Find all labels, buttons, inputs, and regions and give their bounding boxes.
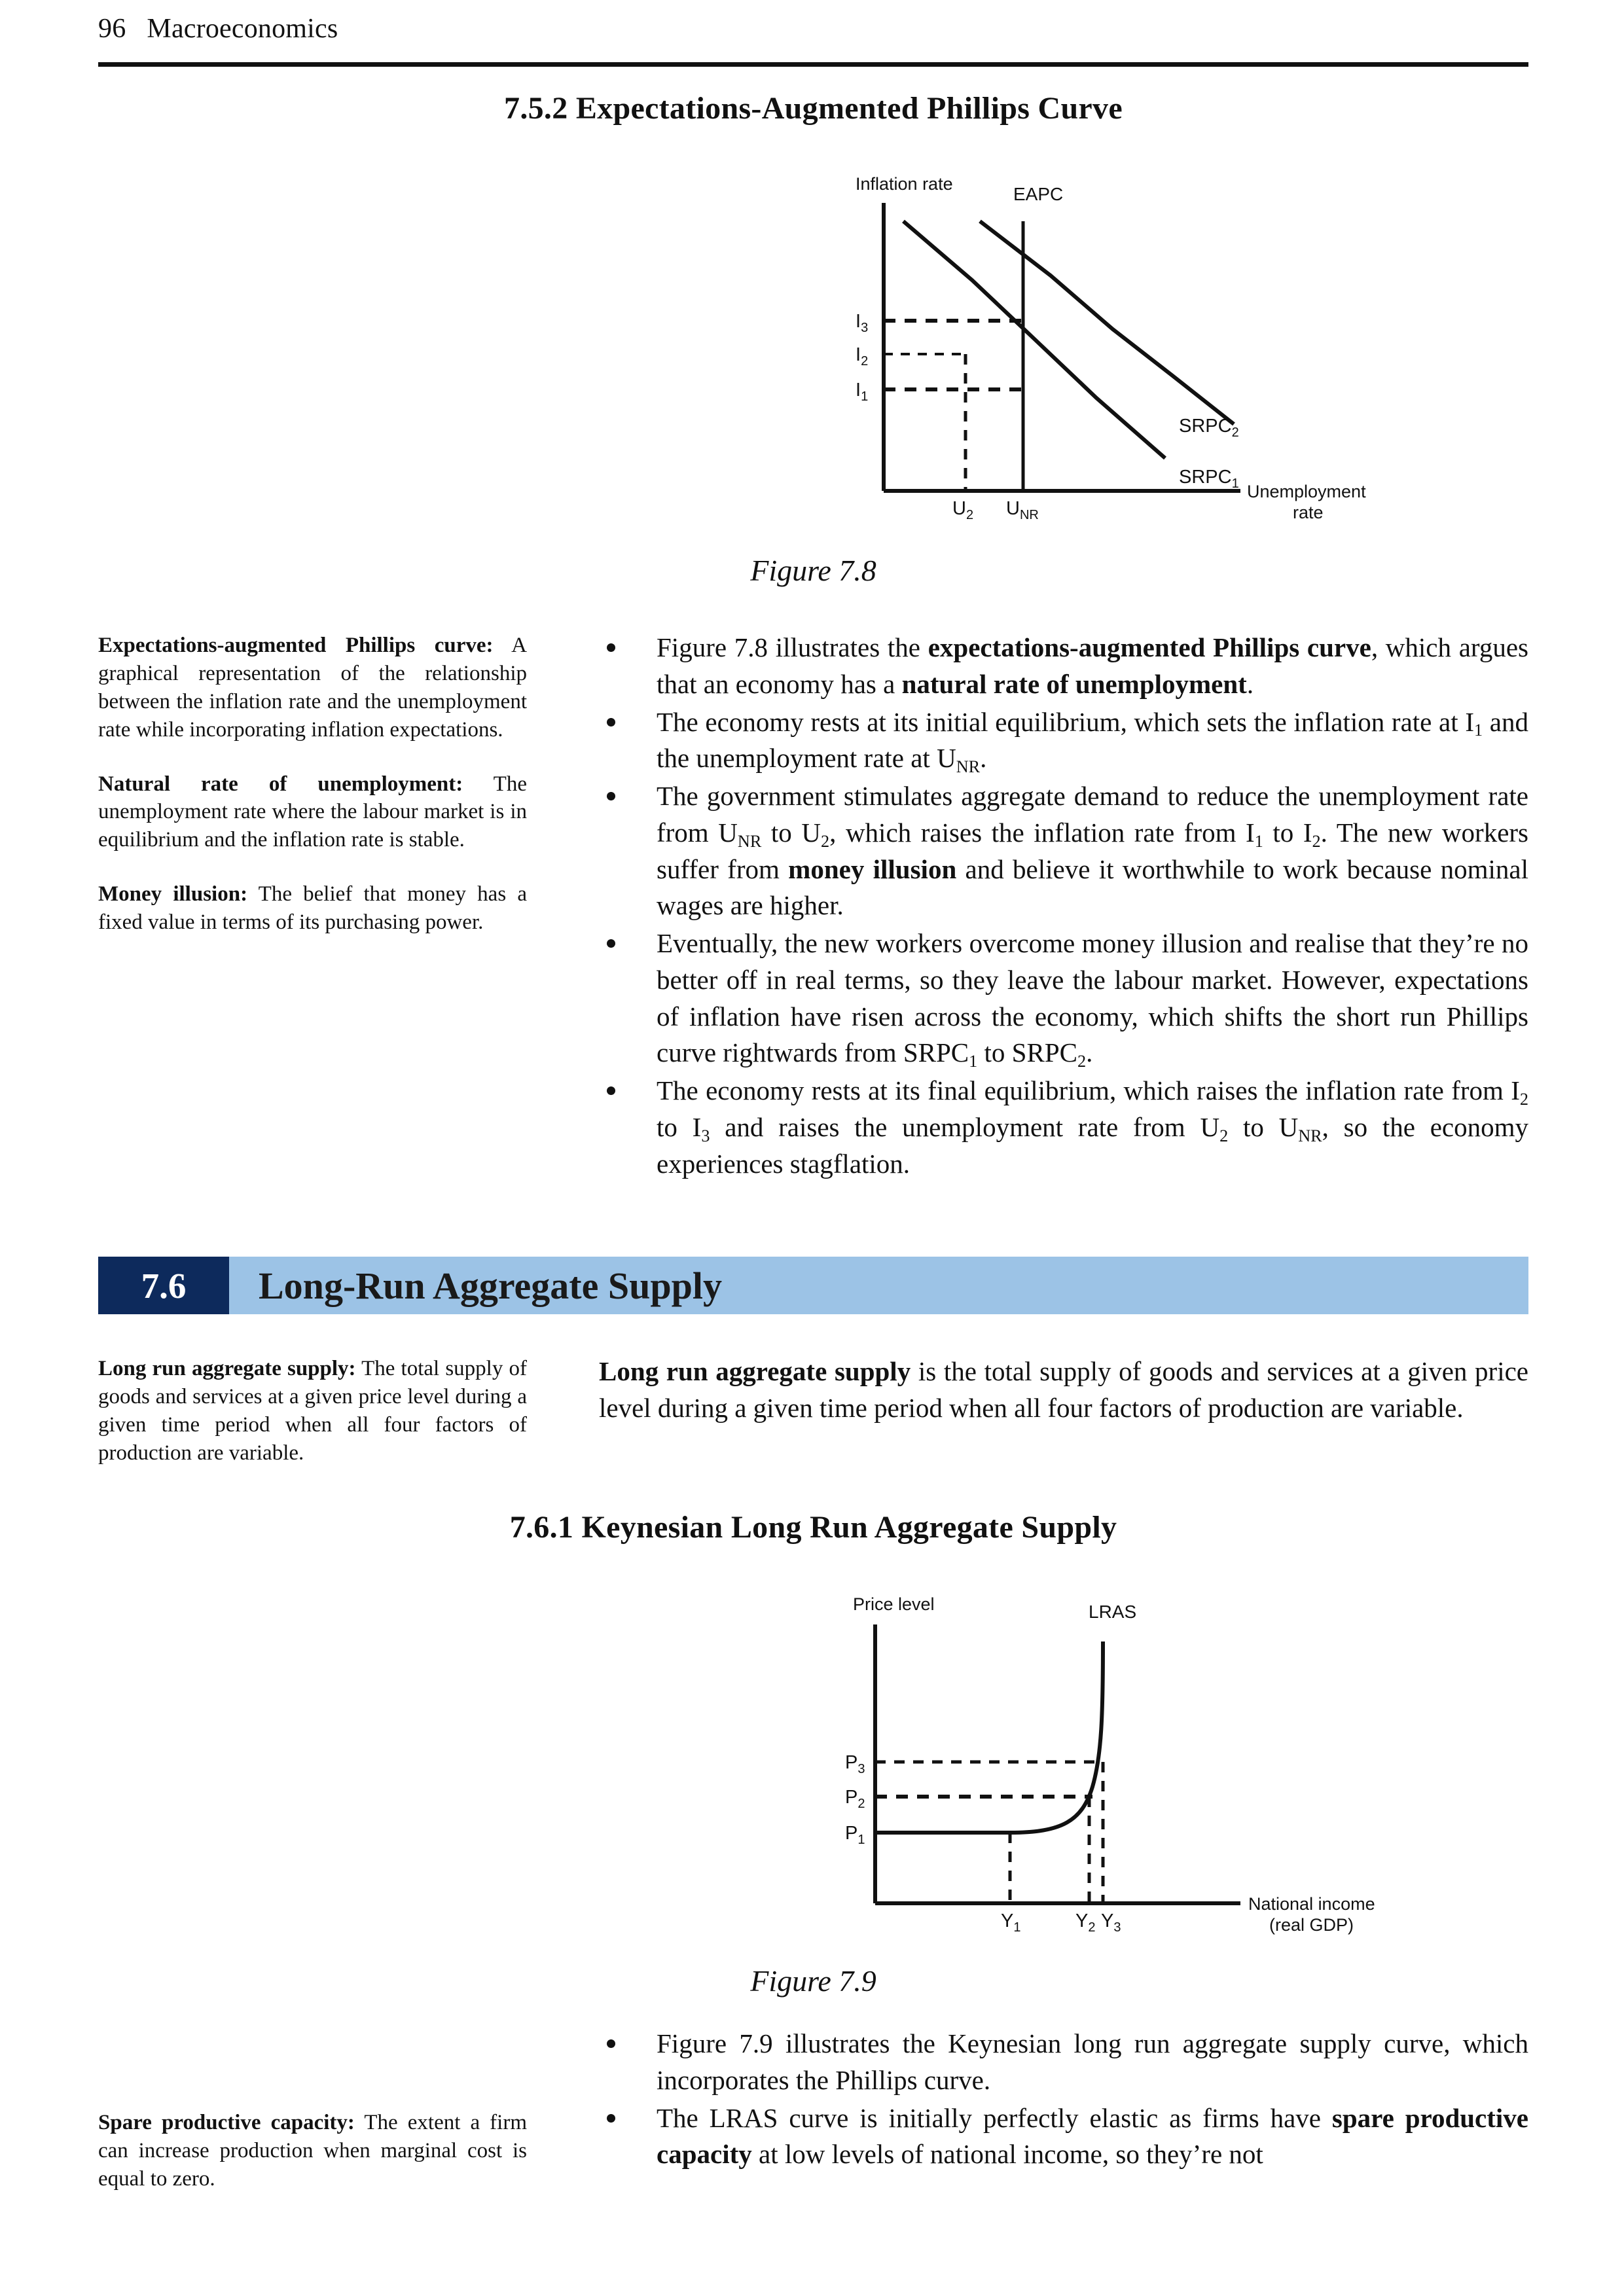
fig78-ytick-i1: $I_1$ <box>856 380 869 404</box>
bullet-subscript: NR <box>1298 1126 1322 1145</box>
bullet-text: The government stimulates aggregate demand to reduce the unemployment rate from U <box>657 781 1528 848</box>
definition-1 <box>98 770 527 855</box>
definition-term: Spare productive capacity: <box>98 2111 355 2134</box>
bullet-text: , so the economy experiences stagflation. <box>657 1111 1528 1179</box>
fig79-x-axis-label-2: (real GDP) <box>1269 1915 1354 1935</box>
figure-7-8-caption: Figure 7.8 <box>750 554 876 587</box>
bullet-text: to U <box>1228 1111 1299 1142</box>
fig78-y-axis-label: Inflation rate <box>856 175 953 194</box>
bullet-text: . The new workers suffer from <box>657 817 1528 884</box>
body-bullets-phillips <box>599 630 1528 1183</box>
figure-7-9-caption: Figure 7.9 <box>750 1964 876 1998</box>
heading-7-6-1: 7.6.1 Keynesian Long Run Aggregate Supply <box>509 1510 1117 1545</box>
figure-7-9-diagram <box>815 1590 1391 1957</box>
bullet-item <box>599 704 1528 778</box>
definition-2 <box>98 880 527 937</box>
fig79-ytick-p1: $P_1$ <box>845 1823 865 1847</box>
bullet-dot-icon <box>607 792 615 800</box>
bullet-text: . <box>1086 1037 1093 1068</box>
running-head <box>98 13 1525 45</box>
figure-7-8-diagram <box>815 175 1391 548</box>
bullet-text: to SRPC <box>977 1037 1077 1068</box>
fig78-eapc-label: EAPC <box>1013 184 1064 204</box>
lras-intro-lead: Long run aggregate supply <box>599 1356 911 1386</box>
bullet-item <box>599 1073 1528 1182</box>
fig78-ytick-i3: $I_3$ <box>856 311 869 335</box>
definition-lras-0 <box>98 1355 527 1467</box>
bullet-list-phillips <box>599 630 1528 1182</box>
bullet-subscript: 1 <box>1254 831 1263 851</box>
bullet-text: The economy rests at its final equilibrium, which raises the inflation rate from I <box>657 1075 1520 1105</box>
definition-spare-0 <box>98 2109 527 2193</box>
lras-intro-paragraph <box>599 1354 1528 1427</box>
definition-term: Money illusion: <box>98 882 248 906</box>
bullet-item <box>599 2100 1528 2174</box>
bullet-subscript: 2 <box>1219 1126 1229 1145</box>
fig78-x-axis-label-2: rate <box>1293 503 1324 522</box>
definition-term: Expectations-augmented Phillips curve: <box>98 634 494 657</box>
bullet-text: to I <box>1263 817 1312 848</box>
bullet-subscript: 2 <box>1519 1089 1528 1109</box>
bullet-subscript: 1 <box>1473 721 1483 740</box>
bullet-text: . <box>980 743 987 774</box>
bullet-item <box>599 2026 1528 2099</box>
definition-term: Natural rate of unemployment: <box>98 772 463 796</box>
bullet-dot-icon <box>607 1086 615 1095</box>
bullet-text: Figure 7.8 illustrates the <box>657 632 928 662</box>
bullet-bold-text: expectations-augmented Phillips curve <box>928 632 1371 662</box>
fig78-x-axis-label-1: Unemployment <box>1247 482 1366 501</box>
bullet-subscript: 2 <box>1077 1052 1087 1071</box>
bullet-text: The LRAS curve is initially perfectly elastic as firms have <box>657 2102 1332 2133</box>
bullet-text: Eventually, the new workers overcome money illusion and realise that they’re no better off in real terms, so they leave the labour market. However, expectations of inflation have risen across the economy, which shifts the short run Phillips curve rightwards from SRPC <box>657 928 1528 1068</box>
bullet-dot-icon <box>607 718 615 726</box>
lras-intro-text <box>599 1354 1528 1427</box>
bullet-text: The economy rests at its initial equilibrium, which sets the inflation rate at I <box>657 706 1474 737</box>
bullet-item <box>599 778 1528 924</box>
bullet-text: . <box>1246 668 1254 699</box>
fig79-y-axis-label: Price level <box>853 1594 935 1614</box>
bullet-dot-icon <box>607 2039 615 2048</box>
definition-body: The unemployment rate where the labour market is in equilibrium and the inflation rate is stable. <box>98 772 527 852</box>
fig78-xtick-u2: $U_2$ <box>952 498 974 522</box>
fig78-srpc1-label: $SRPC_1$ <box>1179 467 1239 491</box>
bullet-subscript: 1 <box>969 1052 978 1071</box>
bullet-subscript: NR <box>956 757 981 777</box>
bullet-subscript: 2 <box>821 831 830 851</box>
fig79-ytick-p2: $P_2$ <box>845 1787 865 1811</box>
bullet-bold-text: money illusion <box>788 853 957 884</box>
fig79-xtick-y2: $Y_2$ <box>1075 1910 1096 1935</box>
running-head-subject: Macroeconomics <box>147 14 338 44</box>
definition-body: A graphical representation of the relationship between the inflation rate and the unemployment rate while incorporating inflation expectations. <box>98 634 527 742</box>
section-number-badge: 7.6 <box>98 1257 229 1314</box>
bullet-text: , which argues that an economy has a <box>657 632 1528 699</box>
section-banner-7-6 <box>98 1257 1528 1314</box>
bullet-dot-icon <box>607 2114 615 2123</box>
heading-7-5-2: 7.5.2 Expectations-Augmented Phillips Curve <box>504 91 1123 126</box>
sidebar-definitions-spare <box>98 2109 527 2219</box>
bullet-text: Figure 7.9 illustrates the Keynesian long run aggregate supply curve, which incorporates the Phillips curve. <box>657 2028 1528 2095</box>
bullet-text: at low levels of national income, so they’re not <box>751 2139 1263 2170</box>
bullet-text: and raises the unemployment rate from U <box>710 1111 1220 1142</box>
fig79-xtick-y3: $Y_3$ <box>1101 1910 1121 1935</box>
fig79-lras-label: LRAS <box>1089 1602 1137 1622</box>
bullet-text: and believe it worthwhile to work because nominal wages are higher. <box>657 853 1528 921</box>
page-number: 96 <box>98 14 126 44</box>
header-rule <box>98 62 1528 67</box>
sidebar-definitions-phillips <box>98 632 527 963</box>
lras-intro-rest: is the total supply of goods and services at a given price level during a given time period when all four factors of production are variable. <box>599 1356 1528 1423</box>
bullet-subscript: 2 <box>1312 831 1321 851</box>
definition-body: The belief that money has a fixed value in terms of its purchasing power. <box>98 882 528 935</box>
body-bullets-lras <box>599 2026 1528 2174</box>
bullet-list-lras <box>599 2026 1528 2173</box>
fig78-srpc2-label: $SRPC_2$ <box>1179 416 1239 440</box>
definition-body: The total supply of goods and services at a given price level during a given time period when all four factors of production are variable. <box>98 1357 527 1465</box>
bullet-text: and the unemployment rate at U <box>657 706 1528 774</box>
fig79-x-axis-label-1: National income <box>1248 1894 1375 1914</box>
definition-0 <box>98 632 527 744</box>
bullet-text: , which raises the inflation rate from I <box>829 817 1255 848</box>
bullet-dot-icon <box>607 939 615 948</box>
fig78-xtick-unr: $U_{NR}$ <box>1006 498 1039 522</box>
section-title: Long-Run Aggregate Supply <box>229 1257 1528 1314</box>
bullet-text: to U <box>761 817 821 848</box>
bullet-item <box>599 925 1528 1071</box>
bullet-bold-text: natural rate of unemployment <box>901 668 1247 699</box>
bullet-item <box>599 630 1528 703</box>
fig79-xtick-y1: $Y_1$ <box>1001 1910 1021 1935</box>
fig78-ytick-i2: $I_2$ <box>856 344 869 368</box>
definition-body: The extent a firm can increase production when marginal cost is equal to zero. <box>98 2111 527 2191</box>
bullet-subscript: NR <box>737 831 762 851</box>
bullet-bold-text: spare productive capacity <box>657 2102 1528 2170</box>
sidebar-definitions-lras <box>98 1355 527 1494</box>
bullet-dot-icon <box>607 643 615 652</box>
bullet-subscript: 3 <box>701 1126 710 1145</box>
fig79-ytick-p3: $P_3$ <box>845 1752 865 1776</box>
bullet-text: to I <box>657 1111 702 1142</box>
definition-term: Long run aggregate supply: <box>98 1357 356 1380</box>
